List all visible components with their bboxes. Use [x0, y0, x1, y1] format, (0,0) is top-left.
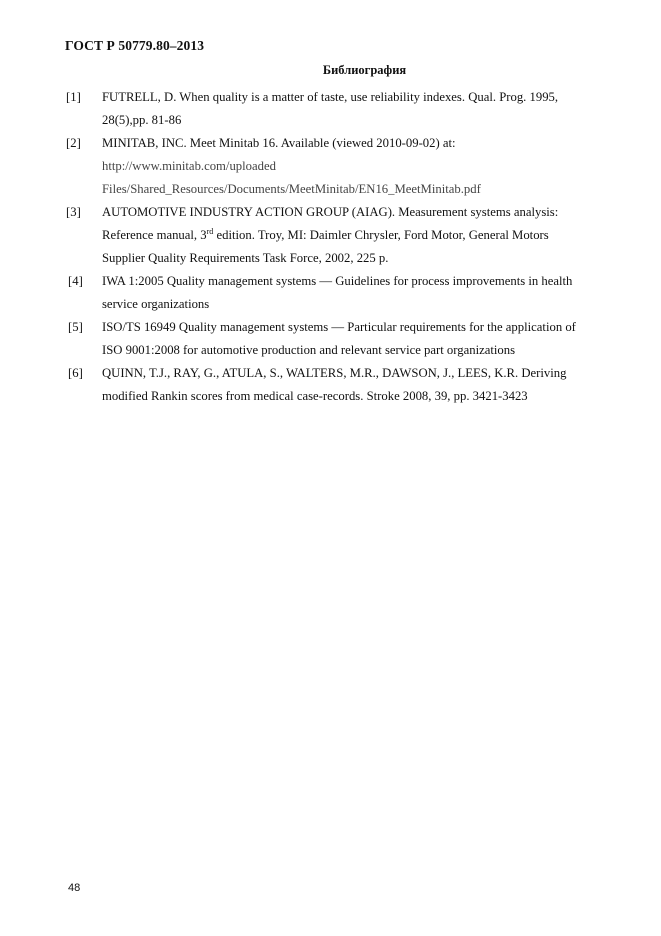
reference-line: modified Rankin scores from medical case-records. Stroke 2008, 39, pp. 3421-3423 — [102, 389, 528, 403]
reference-text — [102, 316, 607, 362]
reference-item-4 — [0, 270, 661, 316]
page-number: 48 — [68, 882, 81, 894]
bibliography-list — [0, 86, 661, 408]
reference-url-part-1[interactable]: http://www.minitab.com/uploaded — [102, 159, 276, 173]
edition-superscript: rd — [206, 227, 214, 236]
edition-text-pre: Reference manual, 3 — [102, 228, 207, 242]
reference-item-1 — [0, 86, 661, 132]
bibliography-title: Библиография — [322, 63, 407, 77]
reference-number: [1] — [66, 90, 81, 104]
reference-item-6 — [0, 362, 661, 408]
document-code-header: ГОСТ Р 50779.80–2013 — [65, 38, 205, 53]
reference-line — [102, 224, 607, 247]
reference-line: FUTRELL, D. When quality is a matter of taste, use reliability indexes. Qual. Prog. 1995, — [102, 90, 559, 104]
reference-text — [102, 362, 607, 408]
reference-line: MINITAB, INC. Meet Minitab 16. Available (viewed 2010-09-02) at: — [102, 136, 456, 150]
reference-text — [102, 270, 607, 316]
reference-text — [102, 86, 607, 132]
reference-line: QUINN, T.J., RAY, G., ATULA, S., WALTERS, M.R., DAWSON, J., LEES, K.R. Deriving — [102, 366, 567, 380]
reference-number: [3] — [66, 205, 81, 219]
reference-item-3 — [0, 201, 661, 270]
reference-number: [5] — [68, 320, 83, 334]
reference-item-2 — [0, 132, 661, 201]
reference-item-5 — [0, 316, 661, 362]
edition-text-post: edition. Troy, MI: Daimler Chrysler, Ford Motor, General Motors — [213, 228, 549, 242]
reference-line: service organizations — [102, 297, 210, 311]
reference-text — [102, 201, 607, 270]
reference-line: ISO 9001:2008 for automotive production and relevant service part organizations — [102, 343, 516, 357]
reference-number: [4] — [68, 274, 83, 288]
reference-number: [2] — [66, 136, 81, 150]
reference-line: AUTOMOTIVE INDUSTRY ACTION GROUP (AIAG). Measurement systems analysis: — [102, 205, 559, 219]
reference-line: 28(5),pp. 81-86 — [102, 113, 182, 127]
reference-text — [102, 132, 607, 201]
reference-line: Supplier Quality Requirements Task Force, 2002, 225 p. — [102, 251, 389, 265]
reference-url-part-2[interactable]: Files/Shared_Resources/Documents/MeetMinitab/EN16_MeetMinitab.pdf — [102, 182, 481, 196]
reference-number: [6] — [68, 366, 83, 380]
reference-line: ISO/TS 16949 Quality management systems — Particular requirements for the application of — [102, 320, 576, 334]
reference-line: IWA 1:2005 Quality management systems — Guidelines for process improvements in health — [102, 274, 573, 288]
